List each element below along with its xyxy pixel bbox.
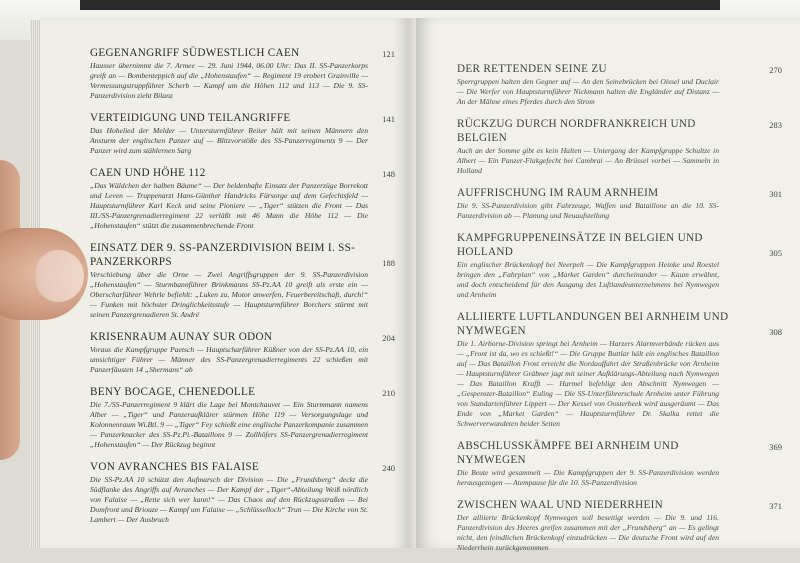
chapter-summary: Der alliierte Brückenkopf Nymwegen soll beseitigt werden — Die 9. und 116. Panzerdivision des Heeres greifen zusammen mit der „Frundsberg“ an — Es gelingt nicht, den feindlichen Brückenkopf einzudrücken — Die deutsche Front wird auf den Niederrhein zurückgenommen <box>457 513 719 552</box>
left-page <box>40 18 408 548</box>
toc-entry <box>457 439 782 488</box>
page-number: 270 <box>769 65 782 75</box>
chapter-title: CAEN UND HÖHE 112 <box>90 167 206 179</box>
chapter-title: VERTEIDIGUNG UND TEILANGRIFFE <box>90 112 291 124</box>
chapter-title: GEGENANGRIFF SÜDWESTLICH CAEN <box>90 47 300 59</box>
chapter-title: DER RETTENDEN SEINE ZU <box>457 63 607 75</box>
chapter-summary: Die SS-Pz.AA 10 schützt den Aufmarsch der Division — Die „Frundsberg“ deckt die Südflanke des Angriffs auf Avranches — Der Kampf der „Tiger“-Abteilung Weiß nördlich von Falaise — „Rette sich wer kann!“ — Das Chaos auf den Rückzugsstraßen — Bei Domfront und Briouze — Kampf um Falaise — „Schlüsselloch“ Trun — Die Kirche von St. Lambert — Der Ausbruch <box>90 475 368 524</box>
chapter-summary: Sperrgruppen halten den Gegner auf — An den Seinebrücken bei Oissel und Duclair — Die Werfer von Hauptsturmführer Nickmann halten die Engländer auf Distanz — An der Mähne eines Pferdes durch den Strom <box>457 77 719 106</box>
toc-entry <box>457 231 782 300</box>
chapter-summary: Voraus die Kampfgruppe Paetsch — Hauptscharführer Küßner von der SS-Pz.AA 10, ein umsichtiger Führer — Männer des SS-Panzergrenadierregiments 22 schießen mit Panzerfäusten 14 „Shermans“ ab <box>90 345 368 374</box>
toc-entry <box>457 498 782 553</box>
chapter-summary: Die 9. SS-Panzerdivision gibt Fahrzeuge, Waffen und Bataillone an die 10. SS-Panzerdivision ab — Planung und Neuaufstellung <box>457 201 719 220</box>
page-number: 369 <box>769 442 782 452</box>
chapter-title: VON AVRANCHES BIS FALAISE <box>90 461 260 473</box>
chapter-title: AUFFRISCHUNG IM RAUM ARNHEIM <box>457 187 659 199</box>
chapter-title: KAMPFGRUPPENEINSÄTZE IN BELGIEN UND HOLLAND <box>457 232 703 258</box>
toc-entry <box>457 117 782 176</box>
chapter-summary: Die 1. Airborne-Division springt bei Arnheim — Harzers Alarmverbände rücken aus — „Front ist da, wo es schießt!“ — Die Gruppe Buttlar hält ein englisches Bataillon auf — Das Bataillon Frost erreicht die Nordauffahrt der Straßenbrücke von Arnheim — Hauptsturmführer Gräbner jagt mit seiner Aufklärungs-Abteilung nach Nymwegen — Das Bataillon Krafft — Harmel befehligt den Abschnitt Nymwegen — „Gespenster-Bataillon“ Euling — Die SS-Unterführerschule Arnheim unter Führung von Standartenführer Lippert — Der Kessel von Oosterbeek wird ausgeräumt — Das Ende von „Market Garden“ — Hauptsturmführer Dr. Skalka rettet die Schwerverwundeten beider Seiten <box>457 339 719 428</box>
right-page <box>416 18 800 552</box>
toc-entry <box>90 330 395 375</box>
chapter-summary: Die Beute wird gesammelt — Die Kampfgruppen der 9. SS-Panzerdivision werden herausgezogen — Atempause für die 10. SS-Panzerdivision <box>457 468 719 487</box>
toc-entry <box>90 385 395 450</box>
toc-entry <box>457 186 782 221</box>
chapter-summary: Auch an der Somme gibt es kein Halten — Untergang der Kampfgruppe Schultze in Albert — Ein Panzer-Flakgefecht bei Cambrai — An Brüssel vorbei — Sammeln in Holland <box>457 146 719 175</box>
chapter-title: BENY BOCAGE, CHENEDOLLE <box>90 386 256 398</box>
toc-entry <box>90 241 395 320</box>
toc-entry <box>457 310 782 429</box>
chapter-summary: Verschiebung über die Orne — Zwei Angriffsgruppen der 9. SS-Panzerdivision „Hohenstaufen“ — Sturmbannführer Brinkmanns SS-Pz.AA 10 greift als erste ein — Oberscharführer Wehrle befiehlt: „Luken zu, Motor anwerfen, Feuerbereitschaft, durch!“ — Funken mit höchster Dringlichkeitsstufe — Hauptsturmführer Borchers stürmt mit seinen Panzergrenadieren St. André <box>90 270 368 319</box>
page-number: 371 <box>769 501 782 511</box>
page-number: 308 <box>769 327 782 337</box>
page-number: 283 <box>769 120 782 130</box>
page-number: 210 <box>382 388 395 398</box>
page-number: 204 <box>382 333 395 343</box>
chapter-summary: Hausser übernimmt die 7. Armee — 29. Juni 1944, 06.00 Uhr: Das II. SS-Panzerkorps greift an — Bombenteppich auf die „Hohenstaufen“ — Regiment 19 erobert Grainville — Vermessungstruppführer Scherb — Kampf um die Höhen 112 und 113 — Die 9. SS-Panzerdivision zieht Bilanz <box>90 61 368 100</box>
chapter-title: ALLIIERTE LUFTLANDUNGEN BEI ARNHEIM UND NYMWEGEN <box>457 311 729 337</box>
chapter-title: ABSCHLUSSKÄMPFE BEI ARNHEIM UND NYMWEGEN <box>457 440 679 466</box>
toc-entry <box>457 62 782 107</box>
chapter-summary: Das Hohelied der Melder — Untersturmführer Reiter hält mit seinen Männern den Ansturm der englischen Panzer auf — Blitzvorstöße des SS-Panzerregiments 9 — Der Panzer wird zum stählernen Sarg <box>90 126 368 155</box>
page-number: 148 <box>382 169 395 179</box>
chapter-title: EINSATZ DER 9. SS-PANZERDIVISION BEIM I. SS-PANZERKORPS <box>90 242 356 268</box>
page-number: 305 <box>769 248 782 258</box>
book-cover-edge <box>80 0 720 10</box>
toc-entry <box>90 460 395 525</box>
chapter-summary: „Das Wäldchen der halben Bäume“ — Der heldenhafte Einsatz der Panzerzüge Borrekott und Leven — Truppenarzt Hans-Günther Handricks Fürsorge auf dem Gefechtsfeld — Hauptsturmführer Karl Keck und seine Pioniere — „Tiger“ stützen die Front — Das III./SS-Panzergrenadierregiment 22 verläßt mit 46 Mann die Höhe 112 — Die „Hohenstaufen“ stützt die zusammenbrechende Front <box>90 181 368 230</box>
toc-entry <box>90 166 395 231</box>
chapter-title: KRISENRAUM AUNAY SUR ODON <box>90 331 273 343</box>
page-number: 240 <box>382 463 395 473</box>
toc-column <box>457 18 782 563</box>
toc-entry <box>90 46 395 101</box>
chapter-summary: Die 7./SS-Panzerregiment 9 klärt die Lage bei Montchauvet — Ein Sturmmann namens Alber — „Tiger“ und Panzeraufklärer stürmen Höhe 119 — Versorgungslage und Kolonnenraum Wi.Btl. 9 — „Tiger“ Fey schießt eine englische Panzerkompanie zusammen — Panzerknacker des SS-Pz.Pi.-Bataillons 9 — Zollhöfers SS-Panzergrenadierregiment „Hohenstaufen“ — Der Rückzug beginnt <box>90 400 368 449</box>
page-number: 121 <box>382 49 395 59</box>
book-gutter <box>408 18 416 548</box>
page-number: 188 <box>382 258 395 268</box>
page-number: 141 <box>382 114 395 124</box>
chapter-title: RÜCKZUG DURCH NORDFRANKREICH UND BELGIEN <box>457 118 696 144</box>
page-number: 301 <box>769 189 782 199</box>
chapter-title: ZWISCHEN WAAL UND NIEDERRHEIN <box>457 499 664 511</box>
chapter-summary: Ein englischer Brückenkopf bei Neerpelt — Die Kampfgruppen Heinke und Roestel bringen den „Fahrplan“ von „Market Garden“ durcheinander — Kaum erwähnt, und doch entscheidend für den Ausgang des Luftlandeunternehmens bei Nymwegen und Arnheim <box>457 260 719 299</box>
toc-entry <box>90 111 395 156</box>
toc-column <box>90 18 395 535</box>
